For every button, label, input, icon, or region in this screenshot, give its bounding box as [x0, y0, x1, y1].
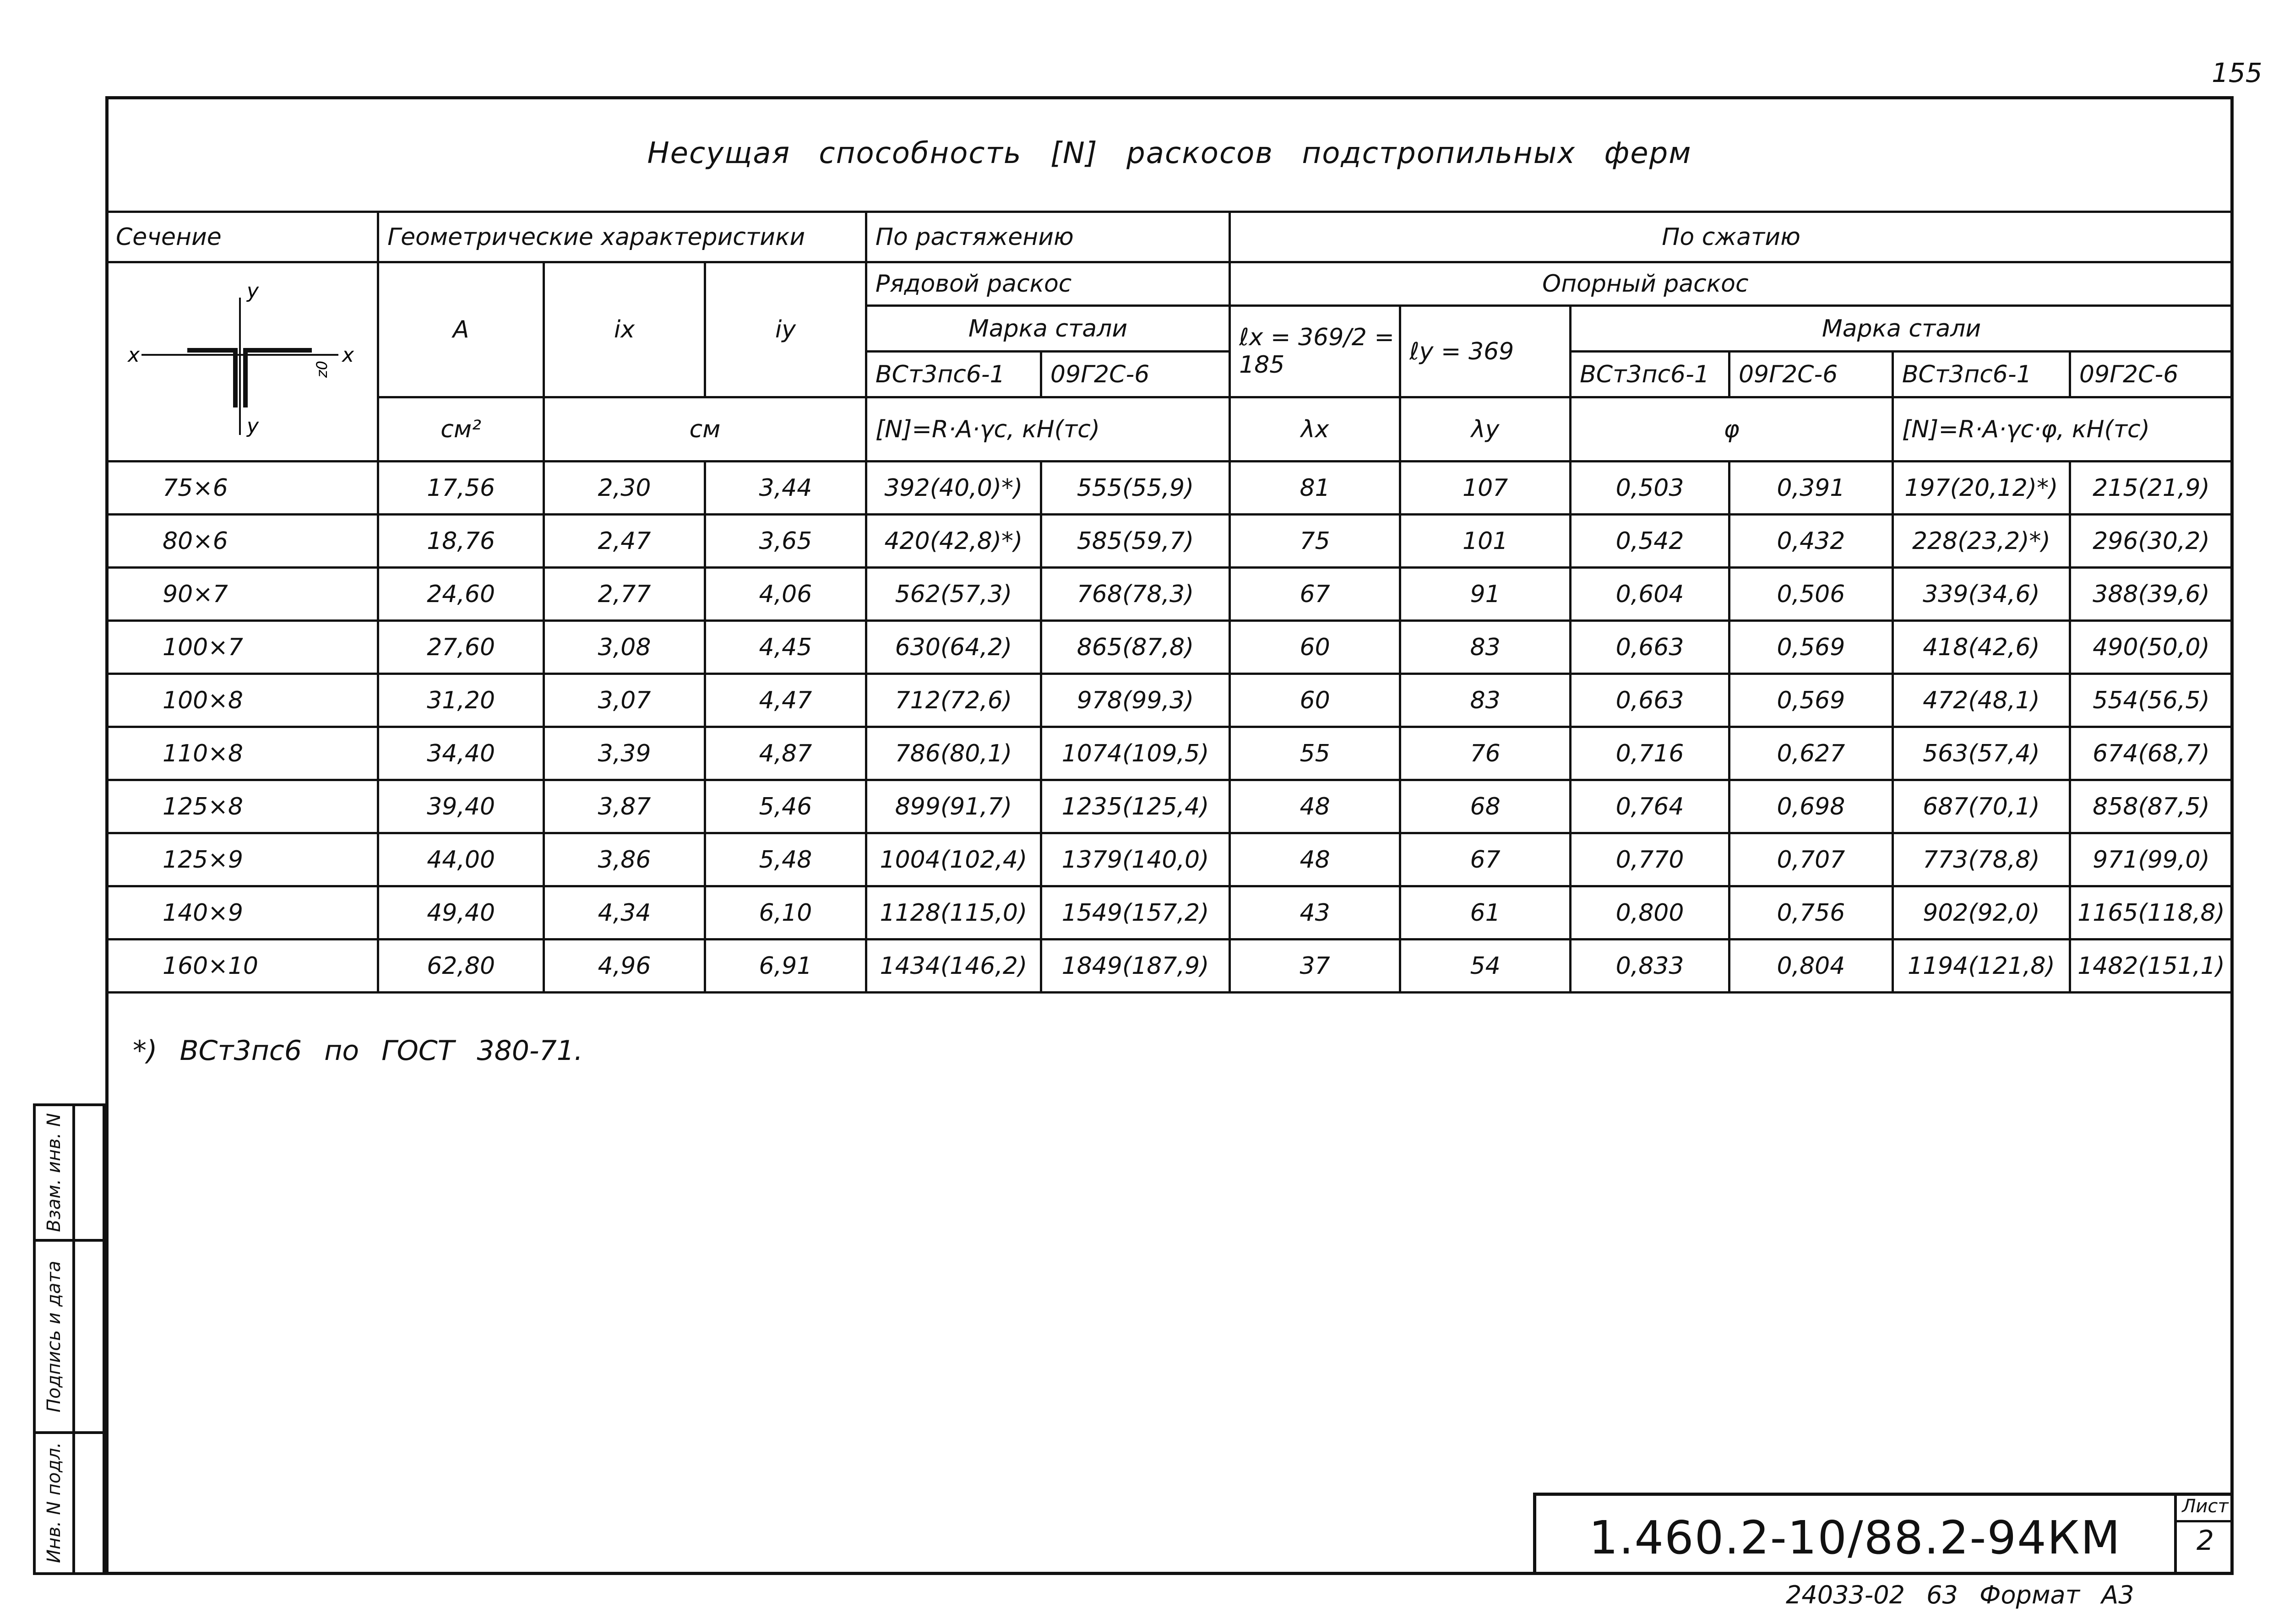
- cell-c2: 554(56,5): [2070, 674, 2232, 727]
- cell-A: 17,56: [378, 462, 544, 515]
- footer-format: 24033-02 63 Формат А3: [1786, 1581, 2134, 1609]
- cell-p2: 0,391: [1729, 462, 1892, 515]
- cell-sec: 125×8: [107, 780, 378, 833]
- cell-t2: 555(55,9): [1041, 462, 1229, 515]
- cell-t1: 392(40,0)*): [866, 462, 1041, 515]
- cell-c1: 228(23,2)*): [1892, 515, 2070, 568]
- cell-c1: 902(92,0): [1892, 886, 2070, 940]
- header-section: Сечение: [107, 212, 378, 262]
- cell-t1: 899(91,7): [866, 780, 1041, 833]
- cell-t1: 786(80,1): [866, 727, 1041, 780]
- formula-tension: [N]=R·A·γc, кН(тс): [866, 397, 1229, 462]
- cell-sec: 100×8: [107, 674, 378, 727]
- grade-b2: 09Г2С-6: [1729, 352, 1892, 397]
- cell-ix: 3,39: [544, 727, 705, 780]
- formula-compression: [N]=R·A·γc·φ, кН(тс): [1892, 397, 2232, 462]
- side-vzam: Взам. инв. N: [44, 1113, 65, 1232]
- header-A: A: [378, 262, 544, 397]
- header-ly: ℓy = 369: [1400, 306, 1571, 397]
- cell-p2: 0,707: [1729, 833, 1892, 886]
- footnote: *) ВСт3пс6 по ГОСТ 380-71.: [133, 1035, 583, 1067]
- cell-sec: 160×10: [107, 940, 378, 993]
- cell-ly: 91: [1400, 568, 1571, 621]
- cell-A: 62,80: [378, 940, 544, 993]
- axis-y-top: y: [247, 279, 259, 303]
- table-row: [107, 568, 2233, 621]
- cell-lx: 48: [1230, 833, 1400, 886]
- cell-sec: 100×7: [107, 621, 378, 674]
- cell-iy: 6,91: [705, 940, 866, 993]
- cell-lx: 75: [1230, 515, 1400, 568]
- cell-p1: 0,503: [1571, 462, 1729, 515]
- page-number: 155: [2212, 57, 2262, 88]
- lambda-x: λx: [1230, 397, 1400, 462]
- cell-t2: 768(78,3): [1041, 568, 1229, 621]
- grade-b3: 09Г2С-6: [2070, 352, 2232, 397]
- header-lx: ℓx = 369/2 = 185: [1230, 306, 1400, 397]
- table-row: [107, 833, 2233, 886]
- table-row: [107, 727, 2233, 780]
- header-support-brace: Опорный раскос: [1230, 262, 2233, 306]
- table-row: [107, 886, 2233, 940]
- cell-p1: 0,764: [1571, 780, 1729, 833]
- cell-ix: 3,07: [544, 674, 705, 727]
- cell-ix: 3,08: [544, 621, 705, 674]
- cell-lx: 60: [1230, 674, 1400, 727]
- unit-area: см²: [378, 397, 544, 462]
- cell-iy: 5,48: [705, 833, 866, 886]
- cell-lx: 37: [1230, 940, 1400, 993]
- cell-t2: 1849(187,9): [1041, 940, 1229, 993]
- cell-A: 27,60: [378, 621, 544, 674]
- cell-c2: 674(68,7): [2070, 727, 2232, 780]
- cell-c2: 215(21,9): [2070, 462, 2232, 515]
- side-podpis: Подпись и дата: [44, 1260, 65, 1412]
- cell-ly: 54: [1400, 940, 1571, 993]
- header-ix: ix: [544, 262, 705, 397]
- header-geom: Геометрические характеристики: [378, 212, 866, 262]
- cell-ly: 83: [1400, 621, 1571, 674]
- cell-iy: 6,10: [705, 886, 866, 940]
- table-row: [107, 462, 2233, 515]
- grade-a3: ВСт3пс6-1: [1892, 352, 2070, 397]
- cell-sec: 75×6: [107, 462, 378, 515]
- cell-ly: 83: [1400, 674, 1571, 727]
- cell-p1: 0,770: [1571, 833, 1729, 886]
- cell-A: 49,40: [378, 886, 544, 940]
- cell-iy: 4,87: [705, 727, 866, 780]
- cell-p2: 0,804: [1729, 940, 1892, 993]
- axis-z0: z0: [313, 360, 331, 378]
- table-row: [107, 515, 2233, 568]
- header-compression: По сжатию: [1230, 212, 2233, 262]
- cell-iy: 4,47: [705, 674, 866, 727]
- grade-b: 09Г2С-6: [1041, 352, 1229, 397]
- cell-sec: 140×9: [107, 886, 378, 940]
- cell-lx: 43: [1230, 886, 1400, 940]
- cell-iy: 4,06: [705, 568, 866, 621]
- cell-A: 39,40: [378, 780, 544, 833]
- cell-c1: 418(42,6): [1892, 621, 2070, 674]
- cell-c1: 563(57,4): [1892, 727, 2070, 780]
- cell-lx: 67: [1230, 568, 1400, 621]
- cell-ix: 2,47: [544, 515, 705, 568]
- section-diagram: [107, 262, 378, 462]
- cell-t1: 1004(102,4): [866, 833, 1041, 886]
- cell-lx: 55: [1230, 727, 1400, 780]
- cell-p2: 0,432: [1729, 515, 1892, 568]
- table-row: [107, 780, 2233, 833]
- cell-p2: 0,756: [1729, 886, 1892, 940]
- grade-a: ВСт3пс6-1: [866, 352, 1041, 397]
- cell-c1: 197(20,12)*): [1892, 462, 2070, 515]
- angle-section-icon: [123, 275, 361, 449]
- cell-A: 31,20: [378, 674, 544, 727]
- page-title: Несущая способность [N] раскосов подстропильных ферм: [647, 136, 1692, 170]
- cell-p2: 0,506: [1729, 568, 1892, 621]
- table-row: [107, 940, 2233, 993]
- cell-ly: 61: [1400, 886, 1571, 940]
- document-code: 1.460.2-10/88.2-94КМ: [1589, 1511, 2121, 1564]
- cell-t2: 865(87,8): [1041, 621, 1229, 674]
- cell-p2: 0,569: [1729, 621, 1892, 674]
- header-steel-grade-2: Марка стали: [1571, 306, 2233, 352]
- sheet-number: 2: [2196, 1525, 2214, 1557]
- cell-c2: 388(39,6): [2070, 568, 2232, 621]
- cell-sec: 80×6: [107, 515, 378, 568]
- cell-ix: 4,96: [544, 940, 705, 993]
- cell-c2: 858(87,5): [2070, 780, 2232, 833]
- cell-c1: 687(70,1): [1892, 780, 2070, 833]
- cell-ix: 3,86: [544, 833, 705, 886]
- side-stamp: [33, 1103, 105, 1575]
- cell-t2: 1379(140,0): [1041, 833, 1229, 886]
- header-row-brace: Рядовой раскос: [866, 262, 1229, 306]
- cell-c1: 773(78,8): [1892, 833, 2070, 886]
- cell-t1: 712(72,6): [866, 674, 1041, 727]
- cell-p1: 0,800: [1571, 886, 1729, 940]
- cell-t2: 978(99,3): [1041, 674, 1229, 727]
- cell-t1: 1434(146,2): [866, 940, 1041, 993]
- cell-ly: 76: [1400, 727, 1571, 780]
- side-inv-podl: Инв. N подл.: [44, 1442, 65, 1564]
- axis-y-bottom: y: [247, 414, 259, 438]
- cell-ly: 67: [1400, 833, 1571, 886]
- header-steel-grade: Марка стали: [866, 306, 1229, 352]
- cell-p1: 0,604: [1571, 568, 1729, 621]
- cell-iy: 3,65: [705, 515, 866, 568]
- cell-p1: 0,833: [1571, 940, 1729, 993]
- header-iy: iy: [705, 262, 866, 397]
- cell-A: 24,60: [378, 568, 544, 621]
- cell-t1: 630(64,2): [866, 621, 1041, 674]
- cell-ly: 68: [1400, 780, 1571, 833]
- phi: φ: [1571, 397, 1893, 462]
- sheet-box: [2174, 1493, 2234, 1575]
- cell-ly: 107: [1400, 462, 1571, 515]
- cell-lx: 48: [1230, 780, 1400, 833]
- axis-x-right: x: [342, 343, 354, 367]
- cell-iy: 5,46: [705, 780, 866, 833]
- cell-c1: 1194(121,8): [1892, 940, 2070, 993]
- cell-p1: 0,542: [1571, 515, 1729, 568]
- cell-sec: 90×7: [107, 568, 378, 621]
- cell-c2: 971(99,0): [2070, 833, 2232, 886]
- cell-t2: 1235(125,4): [1041, 780, 1229, 833]
- cell-ix: 2,77: [544, 568, 705, 621]
- cell-ix: 2,30: [544, 462, 705, 515]
- cell-t2: 585(59,7): [1041, 515, 1229, 568]
- axis-x-left: x: [128, 343, 140, 367]
- cell-ix: 4,34: [544, 886, 705, 940]
- cell-c2: 1165(118,8): [2070, 886, 2232, 940]
- cell-c1: 472(48,1): [1892, 674, 2070, 727]
- cell-A: 18,76: [378, 515, 544, 568]
- header-tension: По растяжению: [866, 212, 1229, 262]
- cell-ly: 101: [1400, 515, 1571, 568]
- cell-c2: 1482(151,1): [2070, 940, 2232, 993]
- cell-c2: 296(30,2): [2070, 515, 2232, 568]
- unit-length: см: [544, 397, 866, 462]
- cell-t2: 1549(157,2): [1041, 886, 1229, 940]
- cell-p1: 0,716: [1571, 727, 1729, 780]
- cell-sec: 110×8: [107, 727, 378, 780]
- cell-t2: 1074(109,5): [1041, 727, 1229, 780]
- cell-p2: 0,698: [1729, 780, 1892, 833]
- table-row: [107, 674, 2233, 727]
- cell-lx: 60: [1230, 621, 1400, 674]
- cell-c2: 490(50,0): [2070, 621, 2232, 674]
- cell-sec: 125×9: [107, 833, 378, 886]
- lambda-y: λy: [1400, 397, 1571, 462]
- cell-iy: 4,45: [705, 621, 866, 674]
- cell-t1: 562(57,3): [866, 568, 1041, 621]
- cell-c1: 339(34,6): [1892, 568, 2070, 621]
- cell-lx: 81: [1230, 462, 1400, 515]
- grade-a2: ВСт3пс6-1: [1571, 352, 1729, 397]
- cell-ix: 3,87: [544, 780, 705, 833]
- cell-iy: 3,44: [705, 462, 866, 515]
- cell-t1: 420(42,8)*): [866, 515, 1041, 568]
- cell-p1: 0,663: [1571, 621, 1729, 674]
- cell-p2: 0,569: [1729, 674, 1892, 727]
- cell-A: 34,40: [378, 727, 544, 780]
- cell-A: 44,00: [378, 833, 544, 886]
- sheet-label: Лист: [2177, 1493, 2234, 1522]
- capacity-table: [105, 211, 2234, 994]
- cell-t1: 1128(115,0): [866, 886, 1041, 940]
- cell-p2: 0,627: [1729, 727, 1892, 780]
- cell-p1: 0,663: [1571, 674, 1729, 727]
- table-row: [107, 621, 2233, 674]
